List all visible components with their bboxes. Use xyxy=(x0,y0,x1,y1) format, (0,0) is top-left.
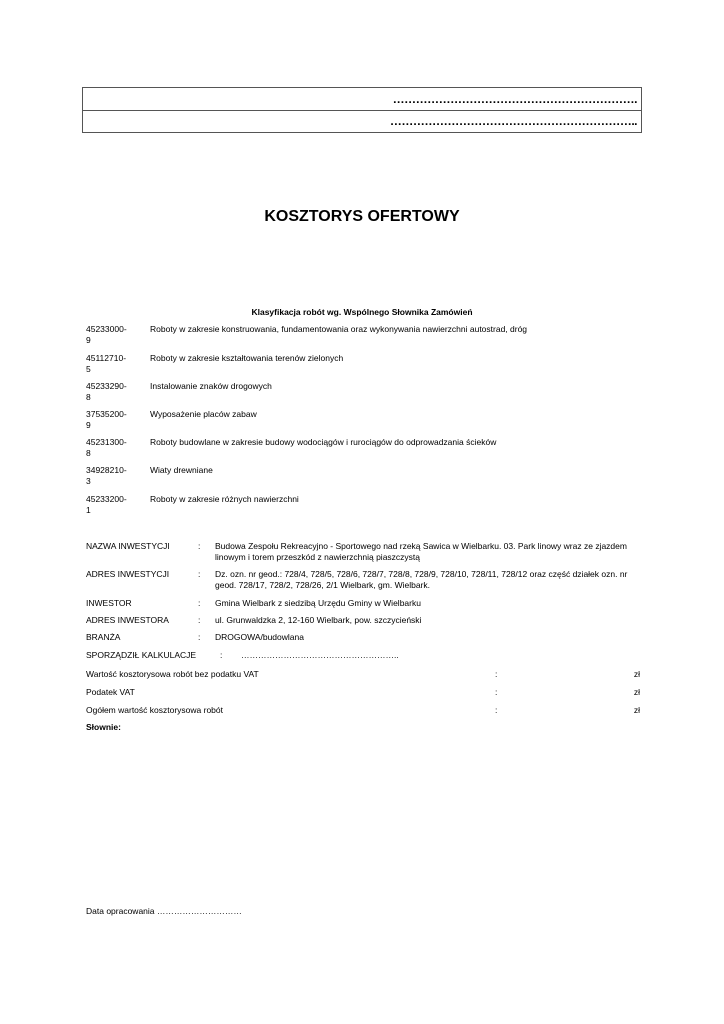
info-label: INWESTOR xyxy=(86,598,132,608)
info-value: Dz. ozn. nr geod.: 728/4, 728/5, 728/6, 728/7, 728/8, 728/9, 728/10, 728/11, 728/12 oraz część działek ozn. nr geod. 728/17, 728/2, 728/26, 2/1 Wielbark, gm. Wielbark. xyxy=(215,569,628,590)
summary-currency: zł xyxy=(633,687,640,697)
info-separator: : xyxy=(198,569,201,579)
info-row-branza xyxy=(86,632,646,643)
header-line-2: ……………………………………………………….. xyxy=(389,114,637,128)
info-row-nazwa xyxy=(86,541,646,563)
info-row-sporzadzil xyxy=(86,650,646,661)
summary-currency: zł xyxy=(633,705,640,715)
info-value: DROGOWA/budowlana xyxy=(215,632,304,642)
info-row-adres xyxy=(86,569,646,591)
info-value: Budowa Zespołu Rekreacyjno - Sportowego nad rzeką Sawica w Wielbarku. 03. Park linowy wraz ze zjazdem linowym i torem przeszkód z nawierzchnią piaszczystą xyxy=(215,541,627,562)
summary-row-total xyxy=(86,705,640,716)
info-row-inwestor xyxy=(86,598,646,609)
cpv-code: 45231300- 8 xyxy=(86,437,127,458)
cpv-code: 45233200- 1 xyxy=(86,494,127,515)
cpv-code: 45112710- 5 xyxy=(86,353,127,374)
info-value: ……………………………………………….. xyxy=(241,650,399,660)
header-line-1: ………………………………………………………. xyxy=(83,88,641,111)
date-label: Data opracowania ………………………… xyxy=(86,906,242,916)
info-value: Gmina Wielbark z siedzibą Urzędu Gminy w Wielbarku xyxy=(215,598,421,608)
cpv-description: Roboty w zakresie kształtowania terenów zielonych xyxy=(150,353,344,363)
info-label: SPORZĄDZIŁ KALKULACJE xyxy=(86,650,197,660)
document-title: KOSZTORYS OFERTOWY xyxy=(264,208,460,225)
summary-label: Wartość kosztorysowa robót bez podatku VAT xyxy=(86,669,259,679)
cpv-description: Roboty w zakresie różnych nawierzchni xyxy=(150,494,299,504)
info-separator: : xyxy=(198,632,201,642)
summary-currency: zł xyxy=(633,669,640,679)
cpv-code: 34928210- 3 xyxy=(86,465,127,486)
summary-row-vat xyxy=(86,687,640,698)
info-label: ADRES INWESTYCJI xyxy=(86,569,170,579)
cpv-description: Wyposażenie placów zabaw xyxy=(150,409,257,419)
info-label: NAZWA INWESTYCJI xyxy=(86,541,170,551)
summary-row-net xyxy=(86,669,640,680)
summary-label: Ogółem wartość kosztorysowa robót xyxy=(86,705,223,715)
info-row-adres-inwestora xyxy=(86,615,646,626)
info-separator: : xyxy=(198,598,201,608)
cpv-description: Roboty budowlane w zakresie budowy wodociągów i rurociągów do odprowadzania ścieków xyxy=(150,437,497,447)
summary-words-label: Słownie: xyxy=(86,722,121,732)
summary-label: Podatek VAT xyxy=(86,687,135,697)
cpv-code: 45233000- 9 xyxy=(86,324,127,345)
summary-separator: : xyxy=(495,687,498,697)
cpv-code: 45233290- 8 xyxy=(86,381,127,402)
cpv-code: 37535200- 9 xyxy=(86,409,127,430)
cpv-description: Instalowanie znaków drogowych xyxy=(150,381,272,391)
info-separator: : xyxy=(198,541,201,551)
classification-title: Klasyfikacja robót wg. Wspólnego Słownika Zamówień xyxy=(251,307,473,317)
cpv-description: Roboty w zakresie konstruowania, fundamentowania oraz wykonywania nawierzchni autostrad, dróg xyxy=(150,324,528,334)
info-value: ul. Grunwaldzka 2, 12-160 Wielbark, pow. szczycieński xyxy=(215,615,422,625)
info-separator: : xyxy=(220,650,223,660)
cpv-description: Wiaty drewniane xyxy=(150,465,213,475)
summary-separator: : xyxy=(495,669,498,679)
info-label: BRANŻA xyxy=(86,632,121,642)
summary-separator: : xyxy=(495,705,498,715)
header-box xyxy=(82,87,642,133)
info-label: ADRES INWESTORA xyxy=(86,615,169,625)
info-separator: : xyxy=(198,615,201,625)
